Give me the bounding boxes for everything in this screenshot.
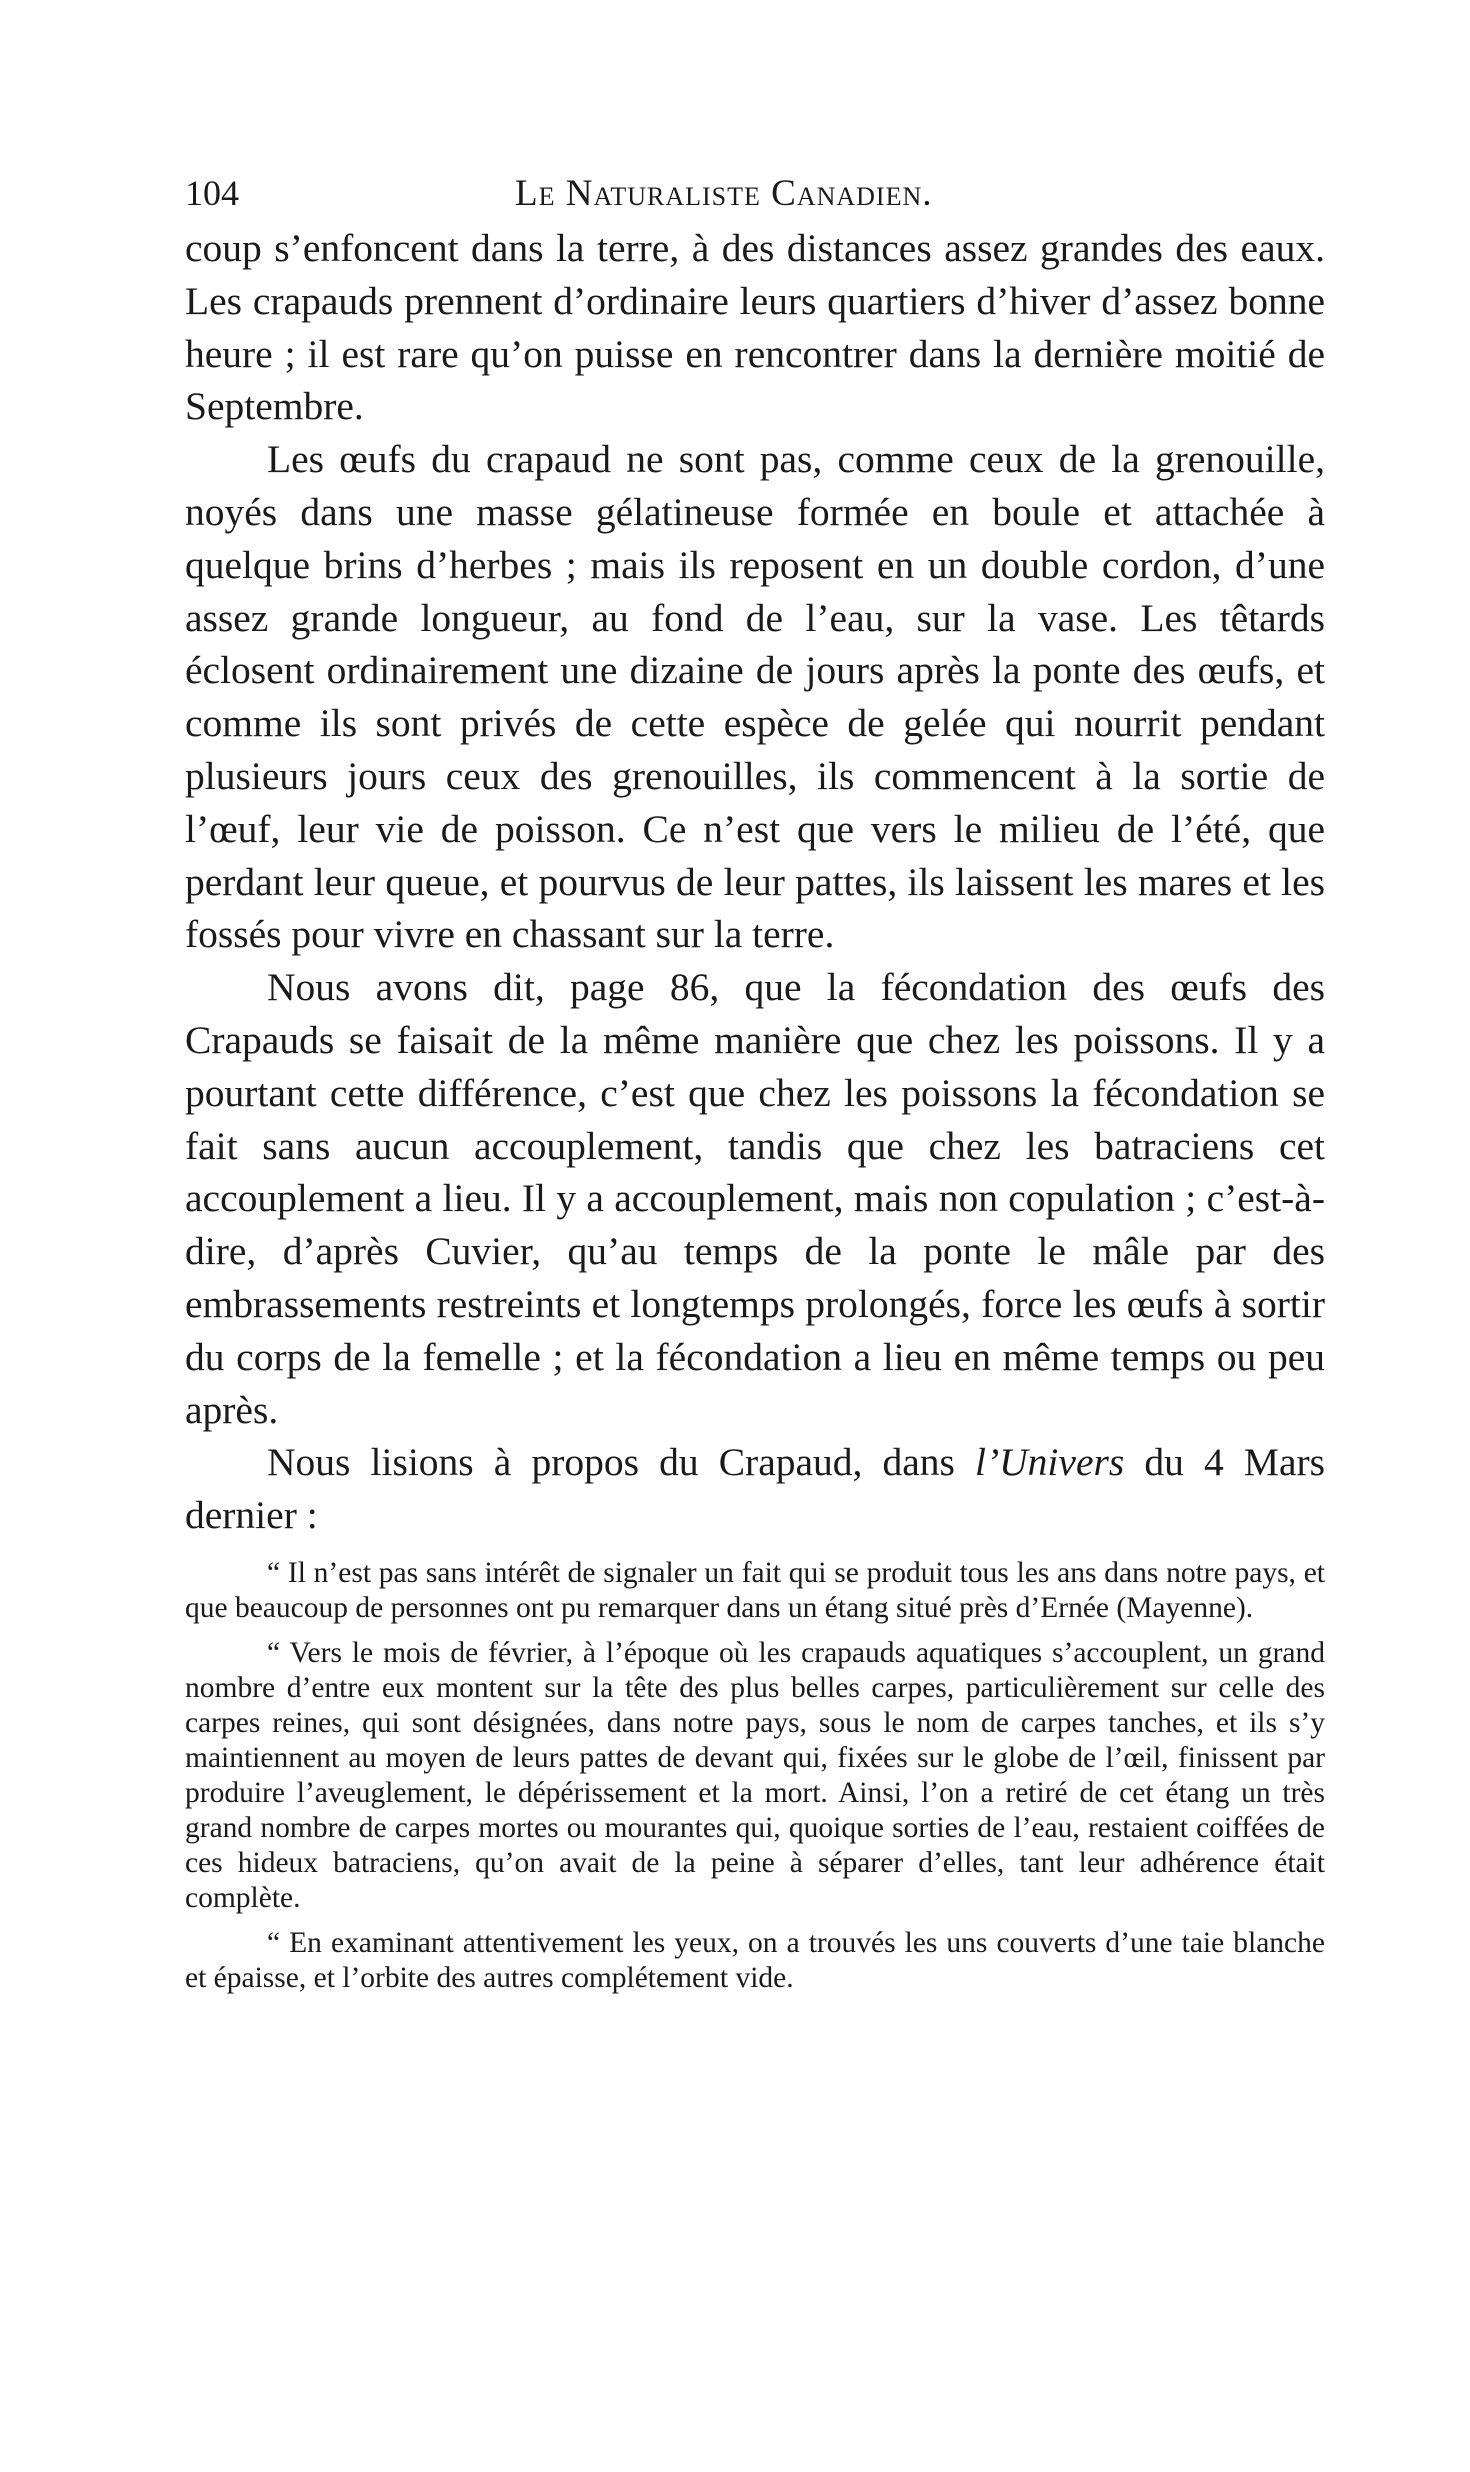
body-text [185,222,1325,1542]
paragraph-1: coup s’enfoncent dans la terre, à des distances assez grandes des eaux. Les crapauds prennent d’ordinaire leurs quartiers d’hiver d’assez bonne heure ; il est rare qu’on puisse en rencontrer dans la dernière moitié de Septembre. [185,226,1325,429]
page-number: 104 [185,173,239,213]
paragraph-4-end: du 4 Mars dernier : [185,1440,1325,1538]
paragraph-3: Nous avons dit, page 86, que la fécondation des œufs des Crapauds se faisait de la même manière que chez les poissons. Il y a pourtant cette différence, c’est que chez les poissons la fécondation se fait sans aucun accouplement, tandis que chez les batraciens cet accouplement a lieu. Il y a accouplement, mais non copulation ; c’est-à-dire, d’après Cuvier, qu’au temps de la ponte le mâle par des embrassements restreints et longtemps prolongés, force les œufs à sortir du corps de la femelle ; et la fécondation a lieu en même temps ou peu après. [185,965,1325,1432]
quote-paragraph-1: “ Il n’est pas sans intérêt de signaler un fait qui se produit tous les ans dans notre pays, et que beaucoup de personnes ont pu remarquer dans un étang situé près d’Ernée (Mayenne). [185,1556,1325,1624]
quote-paragraph-2: “ Vers le mois de février, à l’époque où les crapauds aquatiques s’accouplent, un grand nombre d’entre eux montent sur la tête des plus belles carpes, particulièrement sur celle des carpes reines, qui sont désignées, dans notre pays, sous le nom de carpes tanches, et ils s’y maintiennent au moyen de leurs pattes de devant qui, fixées sur le globe de l’œil, finissent par produire l’aveuglement, le dépérissement et la mort. Ainsi, l’on a retiré de cet étang un très grand nombre de carpes mortes ou mourantes qui, quoique sorties de l’eau, restaient coiffées de ces hideux batraciens, qu’on avait de la peine à séparer d’elles, tant leur adhérence était complète. [185,1636,1325,1914]
paragraph-2: Les œufs du crapaud ne sont pas, comme ceux de la grenouille, noyés dans une masse gélatineuse formée en boule et attachée à quelque brins d’herbes ; mais ils reposent en un double cordon, d’une assez grande longueur, au fond de l’eau, sur la vase. Les têtards éclosent ordinairement une dizaine de jours après la ponte des œufs, et comme ils sont privés de cette espèce de gelée qui nourrit pendant plusieurs jours ceux des grenouilles, ils commencent à la sortie de l’œuf, leur vie de poisson. Ce n’est que vers le milieu de l’été, que perdant leur queue, et pourvus de leur pattes, ils laissent les mares et les fossés pour vivre en chassant sur la terre. [185,437,1325,957]
page [185,160,1325,2006]
paragraph-4-start: Nous lisions à propos du Crapaud, dans [267,1440,976,1485]
newspaper-title: l’Univers [975,1440,1125,1485]
quote-paragraph-3: “ En examinant attentivement les yeux, on a trouvés les uns couverts d’une taie blanche et épaisse, et l’orbite des autres complétement vide. [185,1926,1325,1994]
running-title: Le Naturaliste Canadien. [515,173,933,214]
page-header [185,160,1325,220]
block-quote [185,1556,1325,1996]
paragraph-4 [185,1436,1325,1542]
